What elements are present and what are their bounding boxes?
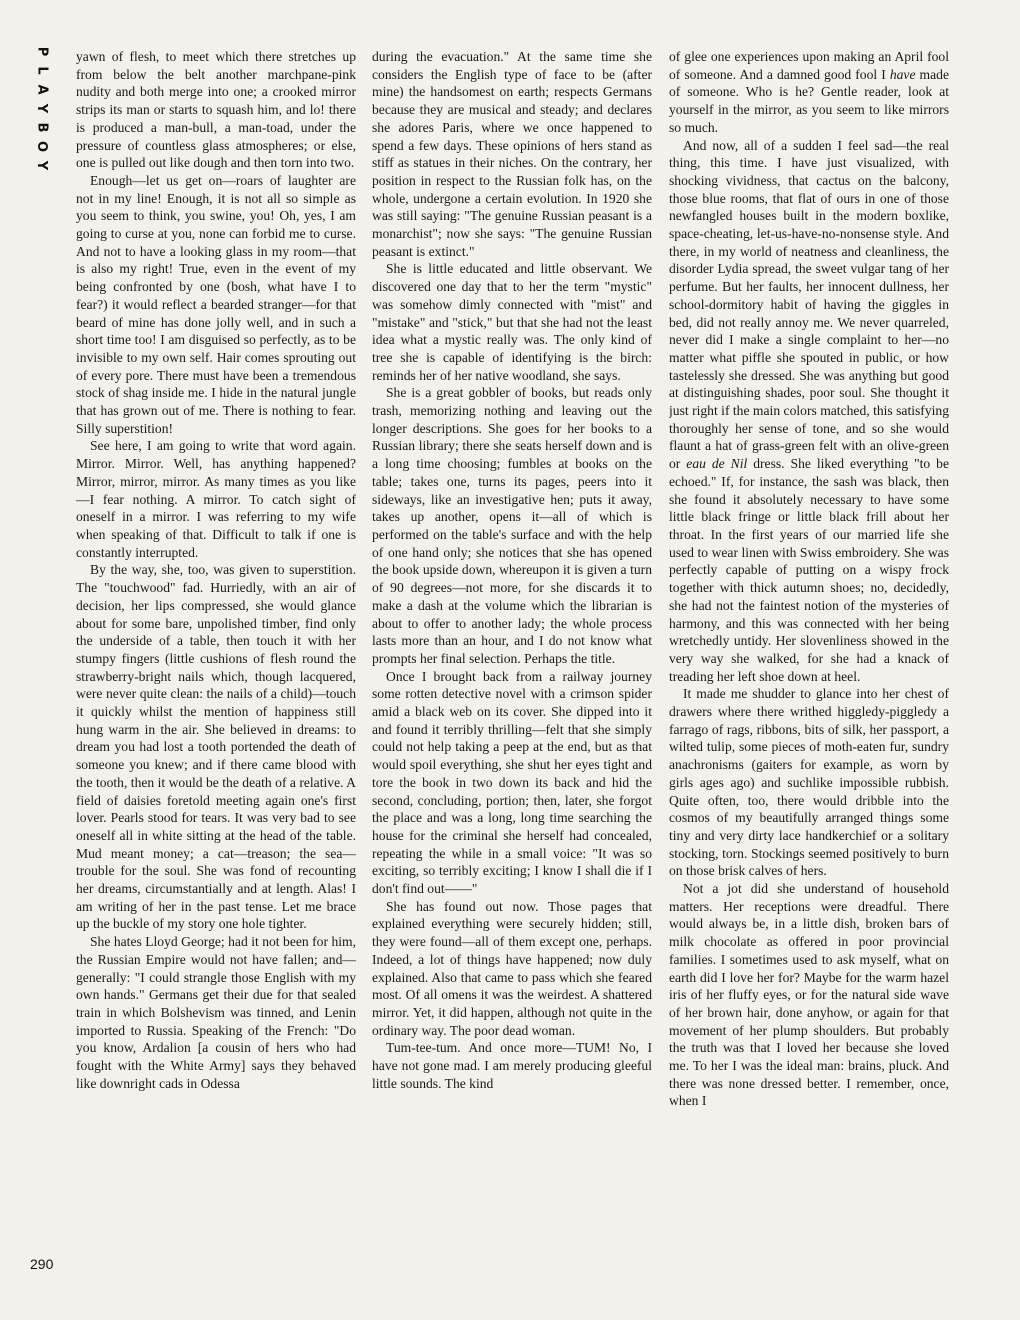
italic-text: have [889, 66, 916, 82]
paragraph: Not a jot did she understand of household matters. Her receptions were dreadful. There would always be, in a little dish, broken bars of milk chocolate as offered in poor provincial families. I sometimes used to ask myself, what on earth did I love her for? Maybe for the warm hazel iris of her fluffy eyes, or for the natural side wave of her brown hair, done anyhow, or again for that movement of her plump shoulders. But probably the truth was that I loved her because she loved me. To her I was the ideal man: brains, pluck. And there was none dressed better. I remember, once, when I [669, 881, 949, 1109]
paragraph: And now, all of a sudden I feel sad—the real thing, this time. I have just visualized, with shocking vividness, that cactus on the balcony, those blue rooms, that flat of ours in one of those newfangled houses built in the modern boxlike, space-cheating, let-us-have-no-nonsense style. And there, in my world of neatness and cleanliness, the disorder Lydia spread, the sweet vulgar tang of her perfume. But her faults, her innocent dullness, her school-dormitory habit of having the giggles in bed, did not really annoy me. We never quarreled, never did I make a single complaint to her—no matter what piffle she spouted in public, or how tastelessly she dressed. She was anything but good at distinguishing shades, poor soul. She thought it just right if the main colors matched, this satisfying thoroughly her sense of tone, and so she would flaunt a hat of grass-green felt with an olive-green or eau de Nil dress. She liked everything "to be echoed." If, for instance, the sash was black, then she found it absolutely necessary to have some little black fringe or little black frill about her throat. In the first years of our married life she used to wear linen with Swiss embroidery. She was perfectly capable of putting on a wispy frock together with thick autumn shoes; no, decidedly, she had not the faintest notion of the mysteries of harmony, and this was connected with her being wretchedly untidy. Her slovenliness showed in the very way she walked, for she had a knack of treading her left shoe down at heel. [669, 137, 949, 684]
page-number: 290 [30, 1256, 54, 1272]
running-head [30, 42, 54, 175]
text-column-1 [76, 48, 356, 1318]
paragraph: She has found out now. Those pages that explained everything were securely hidden; still, they were found—all of them except one, perhaps. Indeed, a lot of things have happened; now duly explained. Also that came to pass which she feared most. Of all omens it was the weirdest. A shattered mirror. Yet, it did happen, although not quite in the ordinary way. The poor dead woman. [372, 898, 652, 1038]
running-head-letter: L [34, 66, 50, 75]
paragraph: Once I brought back from a railway journey some rotten detective novel with a crimson spider amid a black web on its cover. She dipped into it and found it terribly thrilling—felt that she simply could not help taking a peep at the end, but as that would spoil everything, she shut her eyes tight and tore the book in two down its back and hid the second, concluding, portion; then, later, she forgot the place and was a long, long time searching the house for the criminal she herself had concealed, repeating the while in a small voice: "It was so exciting, so terribly exciting; I know I shall die if I don't find out——" [372, 668, 652, 897]
running-head-letter: P [34, 46, 50, 57]
paragraph: during the evacuation." At the same time she considers the English type of face to be (after mine) the handsomest on earth; respects Germans because they are musical and steady; and declares she adores Paris, where we once happened to spend a few days. These opinions of hers stand as stiff as statues in their niches. On the contrary, her position in respect to the Russian folk has, on the whole, undergone a certain evolution. In 1920 she was still saying: "The genuine Russian peasant is a monarchist"; now she says: "The genuine Russian peasant is extinct." [372, 49, 652, 259]
italic-text: eau de Nil [686, 456, 748, 472]
paragraph: Tum-tee-tum. And once more—TUM! No, I have not gone mad. I am merely producing gleeful little sounds. The kind [372, 1040, 652, 1091]
paragraph: She is a great gobbler of books, but reads only trash, memorizing nothing and leaving out the longer descriptions. She goes for her books to a Russian library; there she seats herself down and is a long time choosing; fumbles at books on the table; takes one, turns its pages, peers into it sideways, like an investigative hen; puts it away, takes up another, opens it—all of which is performed on the table's surface and with the help of one hand only; she notices that she has opened the book upside down, whereupon it is given a turn of 90 degrees—not more, for she discards it to make a dash at the volume which the librarian is about to offer to another lady; the whole process lasts more than an hour, and I do not know what prompts her final selection. Perhaps the title. [372, 385, 652, 666]
paragraph: of glee one experiences upon making an April fool of someone. And a damned good fool I have made of someone. Who is he? Gentle reader, look at yourself in the mirror, as you seem to like mirrors so much. [669, 49, 949, 135]
running-head-letter: B [34, 122, 50, 133]
paragraph: Enough—let us get on—roars of laughter are not in my line! Enough, it is not all so simple as you seem to think, you swine, you! Oh, yes, I am going to curse at you, none can forbid me to curse. And not to have a looking glass in my room—that is also my right! True, even in the event of my being confronted by one (bosh, what have I to fear?) it would reflect a bearded stranger—for that beard of mine has done jolly well, and in such a short time too! I am disguised so perfectly, as to be invisible to my own self. Hair comes sprouting out of every pore. There must have been a tremendous stock of shag inside me. I hide in the natural jungle that has grown out of me. There is nothing to fear. Silly superstition! [76, 172, 356, 436]
text-column-3 [669, 48, 949, 1318]
paragraph: It made me shudder to glance into her chest of drawers where there writhed higgledy-piggledy a farrago of rags, ribbons, bits of silk, her passport, a wilted tulip, some pieces of moth-eaten fur, sundry anachronisms (gaiters for example, as worn by girls ages ago) and suchlike impossible rubbish. Quite often, too, there would dribble into the cosmos of my beautifully arranged things some tiny and very dirty lace handkerchief or a solitary stocking, torn. Stockings seemed positively to burn on those brisk calves of hers. [669, 686, 949, 879]
paragraph: She is little educated and little observant. We discovered one day that to her the term "mystic" was somehow dimly connected with "mist" and "mistake" and "stick," but that she had not the least idea what a mystic really was. The only kind of tree she is capable of identifying is the birch: reminds her of her native woodland, she says. [372, 261, 652, 383]
paragraph: yawn of flesh, to meet which there stretches up from below the belt another marchpane-pink nudity and both merge into one; a crooked mirror strips its man or starts to squash him, and lo! there is produced a man-bull, a man-toad, under the pressure of countless glass atmospheres; or else, one is pulled out like dough and then torn into two. [76, 49, 356, 171]
running-head-letter: O [34, 140, 50, 153]
running-head-letter: A [34, 84, 50, 95]
paragraph: By the way, she, too, was given to superstition. The "touchwood" fad. Hurriedly, with an air of decision, her lips compressed, she would glance about for some bare, unpolished timber, find only the underside of a table, then touch it with her stumpy fingers (little cushions of flesh round the strawberry-bright nails which, though lacquered, were never quite clean: the nails of a child)—touch it quickly whilst the mention of happiness still hung warm in the air. She believed in dreams: to dream you had lost a tooth portended the death of someone you knew; and if there came blood with the tooth, then it would be the death of a relative. A field of daisies foretold meeting again one's first lover. Pearls stood for tears. It was very bad to see oneself all in white sitting at the head of the table. Mud meant money; a cat—treason; the sea—trouble for the soul. She was fond of recounting her dreams, circumstantially and at length. Alas! I am writing of her in the past tense. Let me brace up the buckle of my story one hole tighter. [76, 562, 356, 932]
running-head-letter: Y [34, 103, 50, 114]
running-head-letter: Y [34, 160, 50, 171]
paragraph: She hates Lloyd George; had it not been for him, the Russian Empire would not have fallen; and—generally: "I could strangle those English with my own hands." Germans get their due for that sealed train in which Bolshevism was tinned, and Lenin imported to Russia. Speaking of the French: "Do you know, Ardalion [a cousin of hers who had fought with the White Army] says they behaved like downright cads in Odessa [76, 934, 356, 1091]
text-column-2 [372, 48, 652, 1318]
paragraph: See here, I am going to write that word again. Mirror. Mirror. Well, has anything happened? Mirror, mirror, mirror. As many times as you like—I fear nothing. A mirror. To catch sight of oneself in a mirror. I was referring to my wife when speaking of that. Difficult to talk if one is constantly interrupted. [76, 438, 356, 560]
